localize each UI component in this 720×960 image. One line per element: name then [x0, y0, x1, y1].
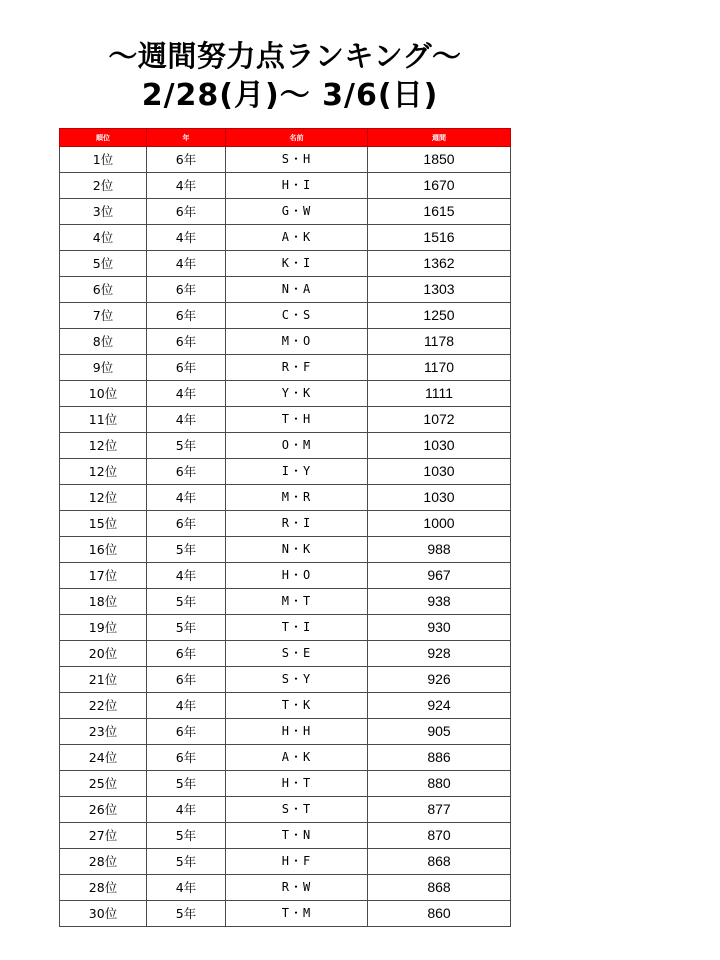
rank-cell: 23位	[60, 719, 147, 745]
header-row	[60, 129, 511, 147]
rank-cell: 30位	[60, 901, 147, 927]
name-cell: S・E	[226, 641, 368, 667]
name-cell: M・R	[226, 485, 368, 511]
grade-cell: 4年	[147, 251, 226, 277]
name-cell: N・K	[226, 537, 368, 563]
rank-cell: 8位	[60, 329, 147, 355]
weekly-points-cell: 1362	[368, 251, 511, 277]
table-row	[60, 615, 511, 641]
weekly-points-cell: 1170	[368, 355, 511, 381]
weekly-points-cell: 1615	[368, 199, 511, 225]
grade-cell: 5年	[147, 589, 226, 615]
rank-cell: 21位	[60, 667, 147, 693]
name-cell: G・W	[226, 199, 368, 225]
rank-cell: 24位	[60, 745, 147, 771]
ranking-title	[60, 36, 510, 116]
weekly-points-cell: 868	[368, 875, 511, 901]
grade-cell: 4年	[147, 225, 226, 251]
weekly-points-cell: 1850	[368, 147, 511, 173]
weekly-points-cell: 930	[368, 615, 511, 641]
grade-cell: 6年	[147, 303, 226, 329]
weekly-points-cell: 1178	[368, 329, 511, 355]
ranking-table	[59, 128, 511, 927]
weekly-points-cell: 1670	[368, 173, 511, 199]
table-body	[60, 147, 511, 927]
name-cell: H・H	[226, 719, 368, 745]
weekly-points-cell: 924	[368, 693, 511, 719]
table-row	[60, 901, 511, 927]
table-row	[60, 199, 511, 225]
name-cell: K・I	[226, 251, 368, 277]
rank-cell: 15位	[60, 511, 147, 537]
weekly-points-cell: 877	[368, 797, 511, 823]
name-cell: S・Y	[226, 667, 368, 693]
table-row	[60, 875, 511, 901]
table-row	[60, 589, 511, 615]
name-cell: R・W	[226, 875, 368, 901]
rank-cell: 27位	[60, 823, 147, 849]
grade-cell: 6年	[147, 277, 226, 303]
grade-cell: 4年	[147, 173, 226, 199]
grade-cell: 6年	[147, 355, 226, 381]
table-row	[60, 797, 511, 823]
table-row	[60, 485, 511, 511]
name-cell: R・I	[226, 511, 368, 537]
grade-cell: 4年	[147, 875, 226, 901]
table-row	[60, 771, 511, 797]
rank-cell: 19位	[60, 615, 147, 641]
grade-cell: 6年	[147, 511, 226, 537]
grade-cell: 6年	[147, 199, 226, 225]
table-row	[60, 329, 511, 355]
weekly-points-cell: 1303	[368, 277, 511, 303]
rank-cell: 12位	[60, 459, 147, 485]
grade-cell: 4年	[147, 381, 226, 407]
column-header-name: 名前	[226, 129, 368, 147]
grade-cell: 6年	[147, 329, 226, 355]
table-row	[60, 225, 511, 251]
weekly-points-cell: 1250	[368, 303, 511, 329]
name-cell: A・K	[226, 225, 368, 251]
name-cell: T・N	[226, 823, 368, 849]
name-cell: T・I	[226, 615, 368, 641]
table-row	[60, 563, 511, 589]
name-cell: H・F	[226, 849, 368, 875]
weekly-points-cell: 1000	[368, 511, 511, 537]
rank-cell: 4位	[60, 225, 147, 251]
table-row	[60, 381, 511, 407]
grade-cell: 6年	[147, 641, 226, 667]
rank-cell: 2位	[60, 173, 147, 199]
grade-cell: 4年	[147, 407, 226, 433]
grade-cell: 4年	[147, 797, 226, 823]
name-cell: S・T	[226, 797, 368, 823]
weekly-points-cell: 1030	[368, 459, 511, 485]
name-cell: H・I	[226, 173, 368, 199]
table-row	[60, 277, 511, 303]
rank-cell: 28位	[60, 875, 147, 901]
grade-cell: 6年	[147, 745, 226, 771]
table-row	[60, 719, 511, 745]
grade-cell: 6年	[147, 719, 226, 745]
table-row	[60, 407, 511, 433]
weekly-points-cell: 1030	[368, 433, 511, 459]
table-row	[60, 511, 511, 537]
name-cell: I・Y	[226, 459, 368, 485]
rank-cell: 10位	[60, 381, 147, 407]
grade-cell: 6年	[147, 147, 226, 173]
weekly-points-cell: 926	[368, 667, 511, 693]
grade-cell: 5年	[147, 849, 226, 875]
weekly-points-cell: 938	[368, 589, 511, 615]
name-cell: O・M	[226, 433, 368, 459]
weekly-points-cell: 967	[368, 563, 511, 589]
column-header-weekly-points: 週間	[368, 129, 511, 147]
table-row	[60, 641, 511, 667]
table-row	[60, 251, 511, 277]
weekly-points-cell: 905	[368, 719, 511, 745]
weekly-points-cell: 860	[368, 901, 511, 927]
rank-cell: 12位	[60, 433, 147, 459]
rank-cell: 20位	[60, 641, 147, 667]
rank-cell: 12位	[60, 485, 147, 511]
grade-cell: 5年	[147, 537, 226, 563]
table-row	[60, 355, 511, 381]
grade-cell: 5年	[147, 823, 226, 849]
name-cell: C・S	[226, 303, 368, 329]
name-cell: H・T	[226, 771, 368, 797]
grade-cell: 4年	[147, 693, 226, 719]
rank-cell: 17位	[60, 563, 147, 589]
weekly-points-cell: 870	[368, 823, 511, 849]
table-row	[60, 433, 511, 459]
weekly-points-cell: 988	[368, 537, 511, 563]
rank-cell: 6位	[60, 277, 147, 303]
name-cell: T・M	[226, 901, 368, 927]
table-row	[60, 173, 511, 199]
table-row	[60, 147, 511, 173]
name-cell: A・K	[226, 745, 368, 771]
grade-cell: 5年	[147, 771, 226, 797]
rank-cell: 3位	[60, 199, 147, 225]
date-range: 2/28(月)～ 3/6(日)	[141, 78, 439, 113]
table-row	[60, 667, 511, 693]
name-cell: M・O	[226, 329, 368, 355]
name-cell: H・O	[226, 563, 368, 589]
weekly-points-cell: 1516	[368, 225, 511, 251]
grade-cell: 6年	[147, 667, 226, 693]
name-cell: N・A	[226, 277, 368, 303]
rank-cell: 26位	[60, 797, 147, 823]
weekly-points-cell: 1072	[368, 407, 511, 433]
weekly-points-cell: 886	[368, 745, 511, 771]
weekly-points-cell: 1111	[368, 381, 511, 407]
rank-cell: 9位	[60, 355, 147, 381]
grade-cell: 5年	[147, 433, 226, 459]
table-row	[60, 459, 511, 485]
weekly-points-cell: 1030	[368, 485, 511, 511]
rank-cell: 11位	[60, 407, 147, 433]
name-cell: T・H	[226, 407, 368, 433]
table-row	[60, 303, 511, 329]
grade-cell: 5年	[147, 615, 226, 641]
table-row	[60, 849, 511, 875]
name-cell: S・H	[226, 147, 368, 173]
grade-cell: 4年	[147, 485, 226, 511]
table-row	[60, 823, 511, 849]
name-cell: M・T	[226, 589, 368, 615]
grade-cell: 4年	[147, 563, 226, 589]
grade-cell: 5年	[147, 901, 226, 927]
table-row	[60, 693, 511, 719]
rank-cell: 25位	[60, 771, 147, 797]
table-row	[60, 745, 511, 771]
rank-cell: 22位	[60, 693, 147, 719]
name-cell: Y・K	[226, 381, 368, 407]
table-header	[60, 129, 511, 147]
weekly-points-cell: 880	[368, 771, 511, 797]
rank-cell: 1位	[60, 147, 147, 173]
column-header-rank: 順位	[60, 129, 147, 147]
page-title: ～週間努力点ランキング～	[108, 39, 462, 73]
name-cell: R・F	[226, 355, 368, 381]
table-row	[60, 537, 511, 563]
rank-cell: 28位	[60, 849, 147, 875]
name-cell: T・K	[226, 693, 368, 719]
rank-cell: 7位	[60, 303, 147, 329]
rank-cell: 16位	[60, 537, 147, 563]
rank-cell: 5位	[60, 251, 147, 277]
grade-cell: 6年	[147, 459, 226, 485]
weekly-points-cell: 868	[368, 849, 511, 875]
column-header-grade: 年	[147, 129, 226, 147]
rank-cell: 18位	[60, 589, 147, 615]
weekly-points-cell: 928	[368, 641, 511, 667]
